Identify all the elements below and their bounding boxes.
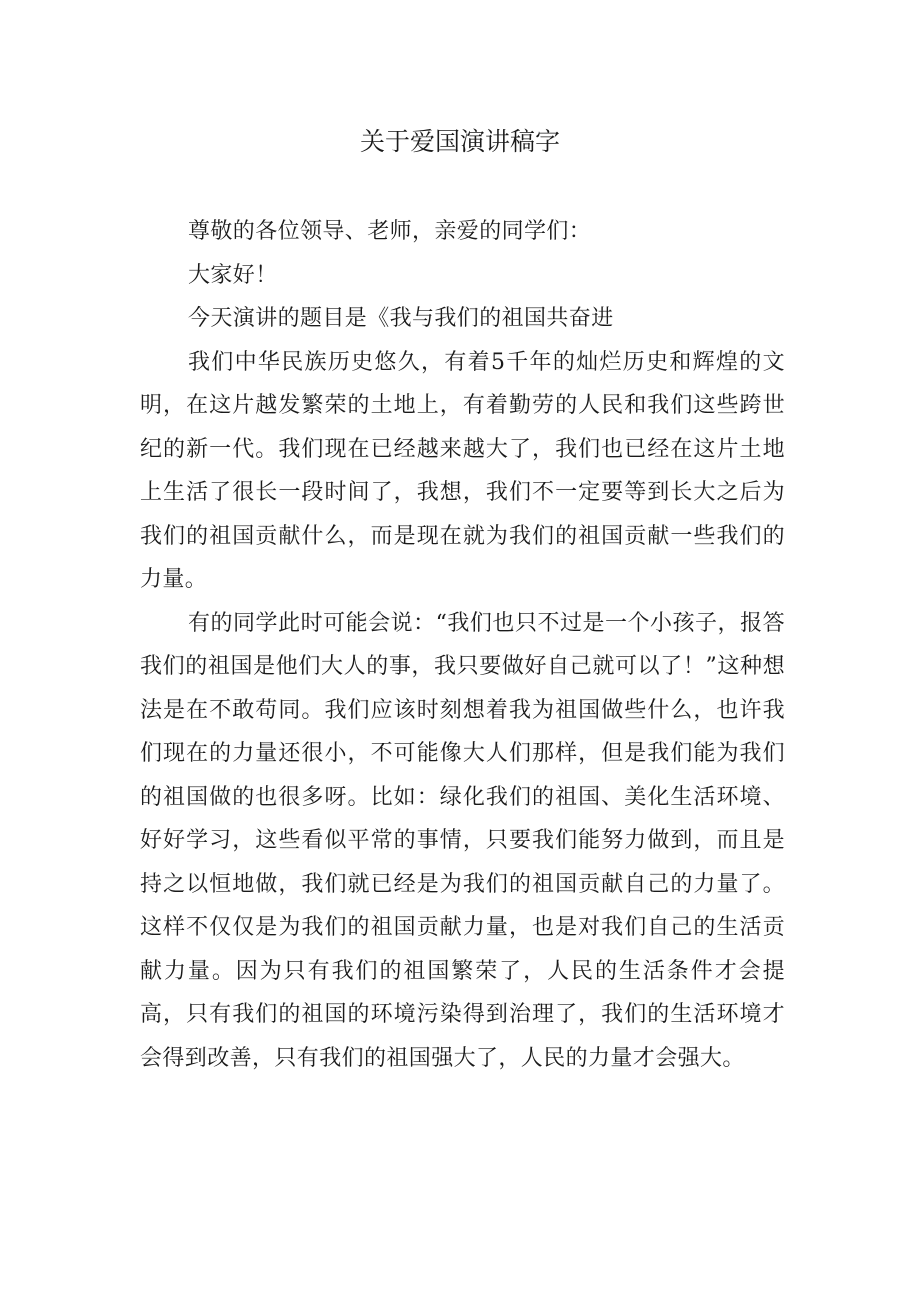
document-body xyxy=(140,210,785,1080)
greeting-paragraph: 大家好！ xyxy=(188,262,278,288)
topic-paragraph: 今天演讲的题目是《我与我们的祖国共奋进 xyxy=(188,306,614,331)
salutation-paragraph: 尊敬的各位领导、老师，亲爱的同学们： xyxy=(188,219,592,244)
document-title: 关于爱国演讲稿字 xyxy=(359,127,560,156)
body-paragraph: 有的同学此时可能会说：“我们也只不过是一个小孩子，报答我们的祖国是他们大人的事，我只要做好自己就可以了！”这种想法是在不敢苟同。我们应该时刻想着我为祖国做些什么，也许我们现在的力量还很小，不可能像大人们那样，但是我们能为我们的祖国做的也很多呀。比如：绿化我们的祖国、美化生活环境、好好学习，这些看似平常的事情，只要我们能努力做到，而且是持之以恒地做，我们就已经是为我们的祖国贡献自己的力量了。这样不仅仅是为我们的祖国贡献力量，也是对我们自己的生活贡献力量。因为只有我们的祖国繁荣了，人民的生活条件才会提高，只有我们的祖国的环境污染得到治理了，我们的生活环境才会得到改善，只有我们的祖国强大了，人民的力量才会强大。 xyxy=(140,610,785,1071)
body-paragraph: 我们中华民族历史悠久，有着5千年的灿烂历史和辉煌的文明，在这片越发繁荣的土地上，有着勤劳的人民和我们这些跨世纪的新一代。我们现在已经越来越大了，我们也已经在这片土地上生活了很长一段时间了，我想，我们不一定要等到长大之后为我们的祖国贡献什么，而是现在就为我们的祖国贡献一些我们的力量。 xyxy=(140,349,785,592)
